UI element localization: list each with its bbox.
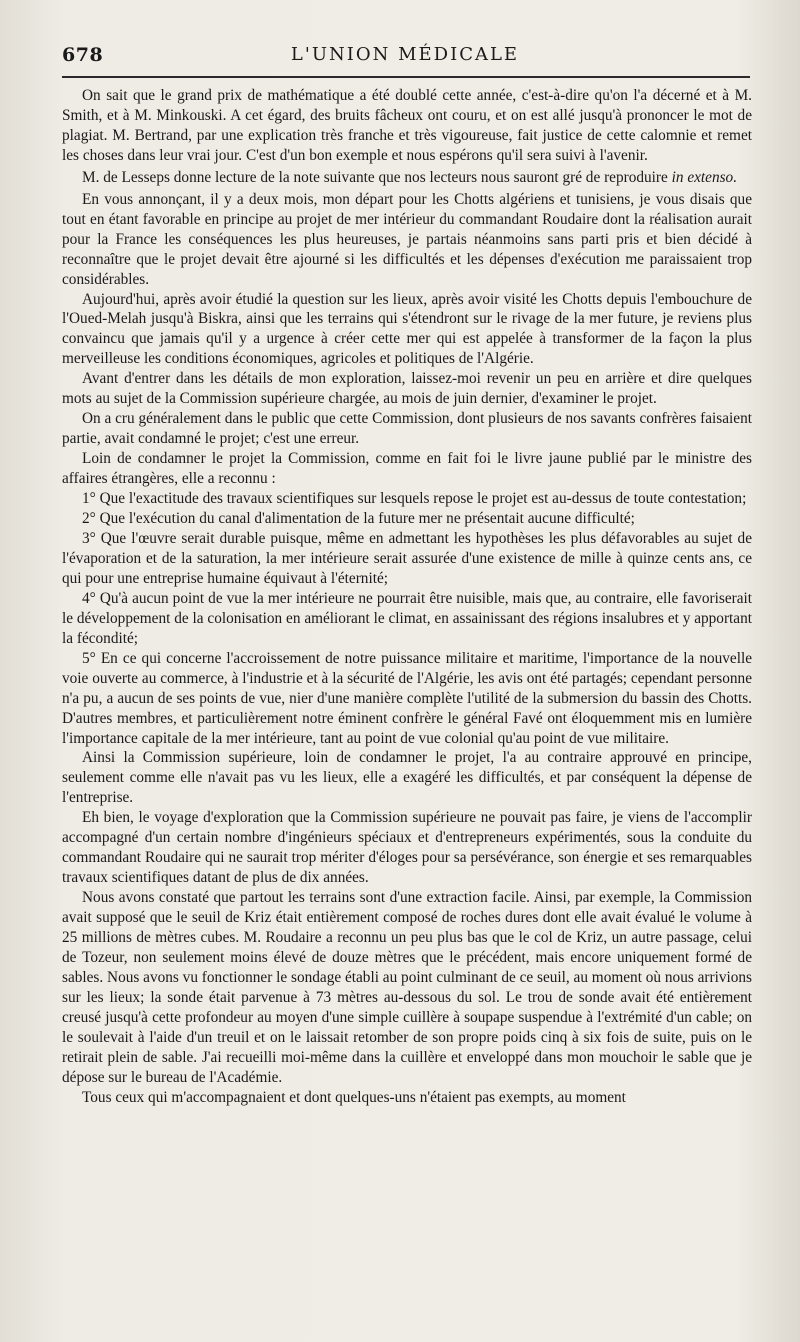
list-item: 5° En ce qui concerne l'accroissement de notre puissance militaire et maritime, l'importance de la nouvelle voie ouverte au commerce, à l'industrie et à la sécurité de l'Algérie, les avis ont été partagés; cependant personne n'a pu, a aucun de ses points de vue, nier d'une manière complète l'utilité de la submersion du bassin des Chotts. D'autres membres, et particulièrement notre éminent confrère le général Favé ont éloquemment mis en lumière l'importance capitale de la mer intérieure, tant au point de vue colonial qu'au point de vue militaire. [62, 649, 752, 747]
page-number: 678 [62, 44, 104, 66]
paragraph: On a cru généralement dans le public que cette Commission, dont plusieurs de nos savants confrères faisaient partie, avait condamné le projet; c'est une erreur. [62, 410, 752, 448]
page-header [60, 44, 750, 78]
header-rule [62, 76, 750, 78]
list-item: 3° Que l'œuvre serait durable puisque, même en admettant les hypothèses les plus défavorables au sujet de l'évaporation et de la saturation, la mer intérieure serait assurée d'une existence de mille à quinze cents ans, ce qui pour une entreprise humaine équivaut à l'éternité; [62, 529, 752, 587]
paragraph: Eh bien, le voyage d'exploration que la Commission supérieure ne pouvait pas faire, je viens de l'accomplir accompagné d'un certain nombre d'ingénieurs spéciaux et d'entrepreneurs expérimentés, sous la conduite du commandant Roudaire qui ne saurait trop mériter d'éloges pour sa persévérance, son énergie et ses remarquables travaux scientifiques datant de plus de dix années. [62, 809, 752, 887]
paragraph-text: M. de Lesseps donne lecture de la note suivante que nos lecteurs nous sauront gré de reproduire [82, 168, 668, 186]
paragraph: Aujourd'hui, après avoir étudié la question sur les lieux, après avoir visité les Chotts depuis l'embouchure de l'Oued-Melah jusqu'à Biskra, ainsi que les terrains qui s'étendront sur le rivage de la mer future, je reviens plus convaincu que jamais qu'il y a urgence à créer cette mer qui est appelée à transformer de la façon la plus merveilleuse les conditions économiques, agricoles et politiques de l'Algérie. [62, 290, 752, 368]
paragraph: Loin de condamner le projet la Commission, comme en fait foi le livre jaune publié par le ministre des affaires étrangères, elle a reconnu : [62, 450, 752, 488]
paragraph: Ainsi la Commission supérieure, loin de condamner le projet, l'a au contraire approuvé en principe, seulement comme elle n'avait pas vu les lieux, elle a exagéré les difficultés, et par conséquent la dépense de l'entreprise. [62, 749, 752, 807]
paragraph: On sait que le grand prix de mathématique a été doublé cette année, c'est-à-dire qu'on l'a décerné et à M. Smith, et à M. Minkouski. A cet égard, des bruits fâcheux ont couru, et on est allé jusqu'à prononcer le mot de plagiat. M. Bertrand, par une explication très franche et très vigoureuse, fait justice de cette calomnie et remet les choses dans leur vrai jour. C'est d'un bon exemple et nous espérons qu'il sera suivi à l'avenir. [62, 87, 752, 164]
paragraph: Avant d'entrer dans les détails de mon exploration, laissez-moi revenir un peu en arrière et dire quelques mots au sujet de la Commission supérieure chargée, au mois de juin dernier, d'examiner le projet. [62, 370, 752, 408]
list-item: 2° Que l'exécution du canal d'alimentation de la future mer ne présentait aucune difficulté; [82, 510, 635, 528]
paragraph: Nous avons constaté que partout les terrains sont d'une extraction facile. Ainsi, par exemple, la Commission avait supposé que le seuil de Kriz était entièrement composé de roches dures dont elle avait évalué le volume à 25 millions de mètres cubes. M. Roudaire a reconnu un peu plus bas que le col de Kriz, un autre passage, celui de Tozeur, non seulement moins élevé de douze mètres que le précédent, mais encore uniquement formé de sables. Nous avons vu fonctionner le sondage établi au point culminant de ce seuil, au moment où nous arrivions sur les lieux; la sonde était parvenue à 73 mètres au-dessous du sol. Le trou de sonde avait été entièrement creusé jusqu'à cette profondeur au moyen d'une simple cuillère à soupape suspendue à l'extrémité d'un cable; on le soulevait à l'aide d'un treuil et on le laissait retomber de son propre poids cinq à six fois de suite, puis on le retirait plein de sable. J'ai recueilli moi-même dans la cuillère et enveloppé dans mon mouchoir le sable que je dépose sur le bureau de l'Académie. [62, 889, 752, 1086]
paragraph [62, 168, 752, 188]
list-item: 4° Qu'à aucun point de vue la mer intérieure ne pourrait être nuisible, mais que, au contraire, elle favoriserait le développement de la colonisation en améliorant le climat, en assainissant des régions insalubres et y apportant la fécondité; [62, 589, 752, 647]
paragraph: En vous annonçant, il y a deux mois, mon départ pour les Chotts algériens et tunisiens, je vous disais que tout en étant favorable en principe au projet de mer intérieur du commandant Roudaire dont la réalisation aurait pour la France les conséquences les plus heureuses, je partais néanmoins sans parti pris et bien décidé à reconnaître que le projet devait être ajourné si les difficultés et les dépenses d'exécution me paraissaient trop considérables. [62, 190, 752, 288]
running-title: L'UNION MÉDICALE [290, 44, 520, 65]
paragraph: Tous ceux qui m'accompagnaient et dont quelques-uns n'étaient pas exempts, au moment [82, 1088, 626, 1106]
italic-phrase: in extenso. [671, 168, 738, 186]
article-body [62, 86, 752, 1108]
list-item: 1° Que l'exactitude des travaux scientifiques sur lesquels repose le projet est au-dessus de toute contestation; [82, 490, 747, 508]
